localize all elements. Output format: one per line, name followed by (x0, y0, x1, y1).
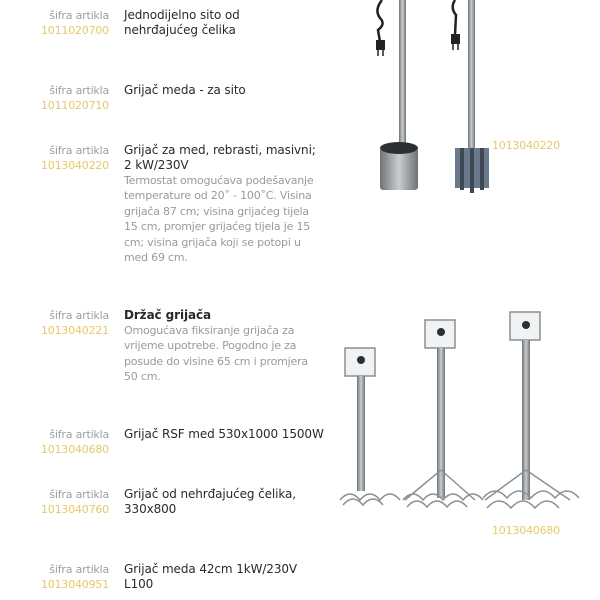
item-code-label: šifra artikla (49, 84, 109, 97)
item-code-label: šifra artikla (49, 144, 109, 157)
honey-heater-stands-image (335, 300, 600, 515)
item-title: Držač grijača (124, 308, 211, 322)
item-code: 1013040951 (41, 578, 109, 591)
image-caption: 1013040220 (492, 139, 560, 152)
item-description: Omogućava fiksiranje grijača za vrijeme upotrebe. Pogodno je za posude do visine 65 cm i promjera 50 cm. (124, 324, 308, 384)
item-code: 1011020710 (41, 99, 109, 112)
item-title: Grijač meda 42cm 1kW/230V L100 (124, 562, 298, 591)
item-code: 1013040760 (41, 503, 109, 516)
item-code: 1013040220 (41, 159, 109, 172)
item-code-label: šifra artikla (49, 563, 109, 576)
item-code: 1013040680 (41, 443, 109, 456)
item-code-label: šifra artikla (49, 488, 109, 501)
item-code-label: šifra artikla (49, 9, 109, 22)
item-title: Grijač za med, rebrasti, masivni; 2 kW/230V (124, 143, 316, 172)
item-code: 1011020700 (41, 24, 109, 37)
item-title: Grijač meda - za sito (124, 83, 246, 97)
item-code: 1013040221 (41, 324, 109, 337)
item-title: Grijač od nehrđajućeg čelika, 330x800 (124, 487, 296, 516)
item-description: Termostat omogućava podešavanje temperature od 20˚ - 100˚C. Visina grijača 87 cm; visina grijaćeg tijela 15 cm, promjer grijaćeg tijela je 15 cm; visina grijača koji se potopi u med 69 cm. (124, 174, 314, 265)
image-caption: 1013040680 (492, 524, 560, 537)
honey-heater-pair-image (360, 0, 490, 200)
item-title: Jednodijelno sito od nehrđajućeg čelika (124, 8, 240, 37)
item-title: Grijač RSF med 530x1000 1500W (124, 427, 324, 441)
item-code-label: šifra artikla (49, 309, 109, 322)
item-code-label: šifra artikla (49, 428, 109, 441)
